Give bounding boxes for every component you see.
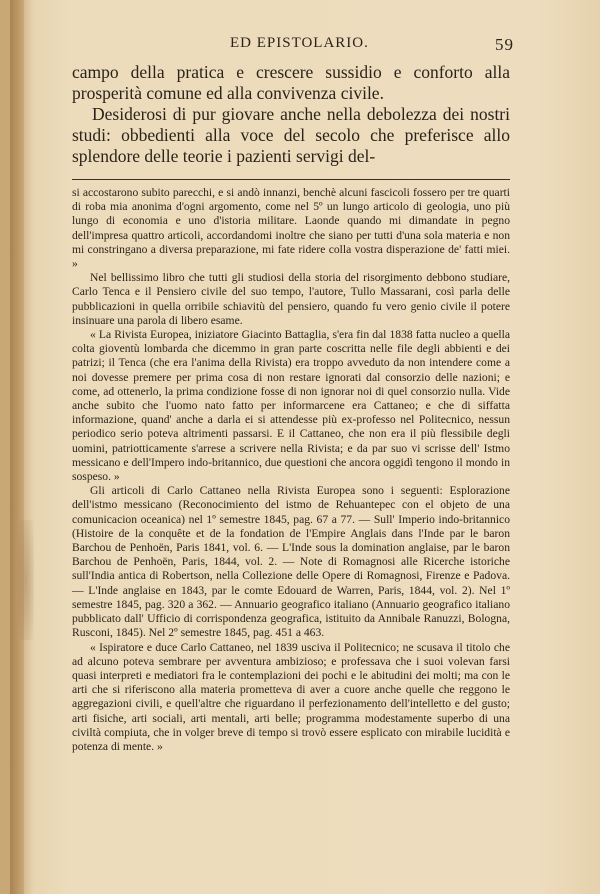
footnotes <box>72 186 510 754</box>
running-header <box>70 35 514 55</box>
footnote-paragraph: Nel bellissimo libro che tutti gli studiosi della storia del risorgimento debbono studiare, Carlo Tenca e il Pensiero civile del suo tempo, l'autore, Tullo Massarani, così parla delle pubblicazioni in quella orribile schiavitù del pensiero, quando fu vero genio civile il potere insinuare una parola di libero esame. <box>72 271 510 327</box>
footnote-separator <box>72 179 510 180</box>
book-page <box>10 0 600 894</box>
page-number: 59 <box>495 35 514 54</box>
main-text <box>72 62 510 167</box>
footnote-paragraph: « La Rivista Europea, iniziatore Giacinto Battaglia, s'era fin dal 1838 fatta nucleo a quella colta gioventù lombarda che dicemmo in gran parte coscritta nelle file degli abbienti e dei patrizi; il Tenca (che era l'anima della Rivista) era troppo avveduto da non intendere come a noi dovesse premere per prima cosa di non restare ignorati dal consorzio delle nazioni; e come, ad ottenerlo, la prima condizione fosse di non ignorar noi di quel consorzio nulla. Vide anche subito che l'uomo nato fatto per informarcene era Cattaneo; e che di siffatta informazione, quand' anche a darla ei si attendesse più ex-professo nel Politecnico, nessun periodico serio poteva altrimenti passarsi. E il Cattaneo, che non era il più flessibile degli uomini, patriotticamente s'arrese a scrivere nella Rivista; e da par suo vi scrisse dell' Istmo messicano e dell'Impero indo-britannico, due questioni che ancora oggidì tengono il mondo in sospeso. » <box>72 328 510 484</box>
footnote-paragraph: « Ispiratore e duce Carlo Cattaneo, nel 1839 usciva il Politecnico; ne scusava il titolo che ad alcuno poteva sembrare per avventura ambizioso; e professava che i suoi volevan farsi quasi interpreti e mediatori fra le contemplazioni dei pochi e le abitudini dei molti; ma con le arti che si riferiscono alla materia prometteva di aver a cuore anche quelle che reggono le aggregazioni civili, e quell'altre che riguardano il perfezionamento dell'intelletto e del gusto; arti fisiche, arti sociali, arti mentali, arti belle; programma modestamente superbo di una civiltà compiuta, che in volger breve di tempo si trovò essere esplicato con mirabile lucidità e potenza di mente. » <box>72 640 510 753</box>
paper-stain <box>18 520 34 640</box>
paragraph: Desiderosi di pur giovare anche nella debolezza dei nostri studi: obbedienti alla voce del secolo che preferisce allo splendore delle teorie i pazienti servigi del- <box>72 104 510 166</box>
paragraph: campo della pratica e crescere sussidio e conforto alla prosperità comune ed alla convivenza civile. <box>72 62 510 103</box>
page-edge <box>10 0 24 894</box>
footnote-paragraph: Gli articoli di Carlo Cattaneo nella Rivista Europea sono i seguenti: Esplorazione dell'istmo messicano (Reconocimiento del istmo de Rehuantepec con el objeto de una comunicacion oceanica) nel 1º semestre 1845, pag. 67 a 77. — Sull' Imperio indo-britannico (Histoire de la conquête et de la fondation de l'Empire Anglais dans l'Inde par le baron Barchou de Penhoën, Paris 1841, vol. 6. — L'Inde sous la domination anglaise, par le baron Barchou de Penhoën, Paris, 1844, vol. 2. — Note di Romagnosi alle Ricerche istoriche sull'India antica di Robertson, nella Collezione delle Opere di Romagnosi, Firenze e Padova. — L'Inde anglaise en 1843, par le comte Edouard de Warren, Paris, 1844, vol. 2). Nel 1º semestre 1845, pag. 320 a 362. — Annuario geografico italiano (Annuario geografico italiano pubblicato dall' Ufficio di corrispondenza geografica, istituito da Annibale Ranuzzi, Bologna, Rusconi, 1845). Nel 2º semestre 1845, pag. 451 a 463. <box>72 484 510 640</box>
running-title: ED EPISTOLARIO. <box>230 35 369 51</box>
footnote-paragraph: si accostarono subito parecchi, e si andò innanzi, benchè alcuni fascicoli fossero per tre quarti di roba mia anonima d'ogni argomento, come nel 5º un lungo articolo di geologia, uno più lungo di economia e uno d'istoria militare. Laonde quando mi dimandate in pegno dell'impresa quattro articoli, accordandomi inoltre che siano per tutti d'una sola materia e non mi constringano a diversa preparazione, mi fate ridere colla vostra disperazione de' fatti miei. » <box>72 186 510 271</box>
